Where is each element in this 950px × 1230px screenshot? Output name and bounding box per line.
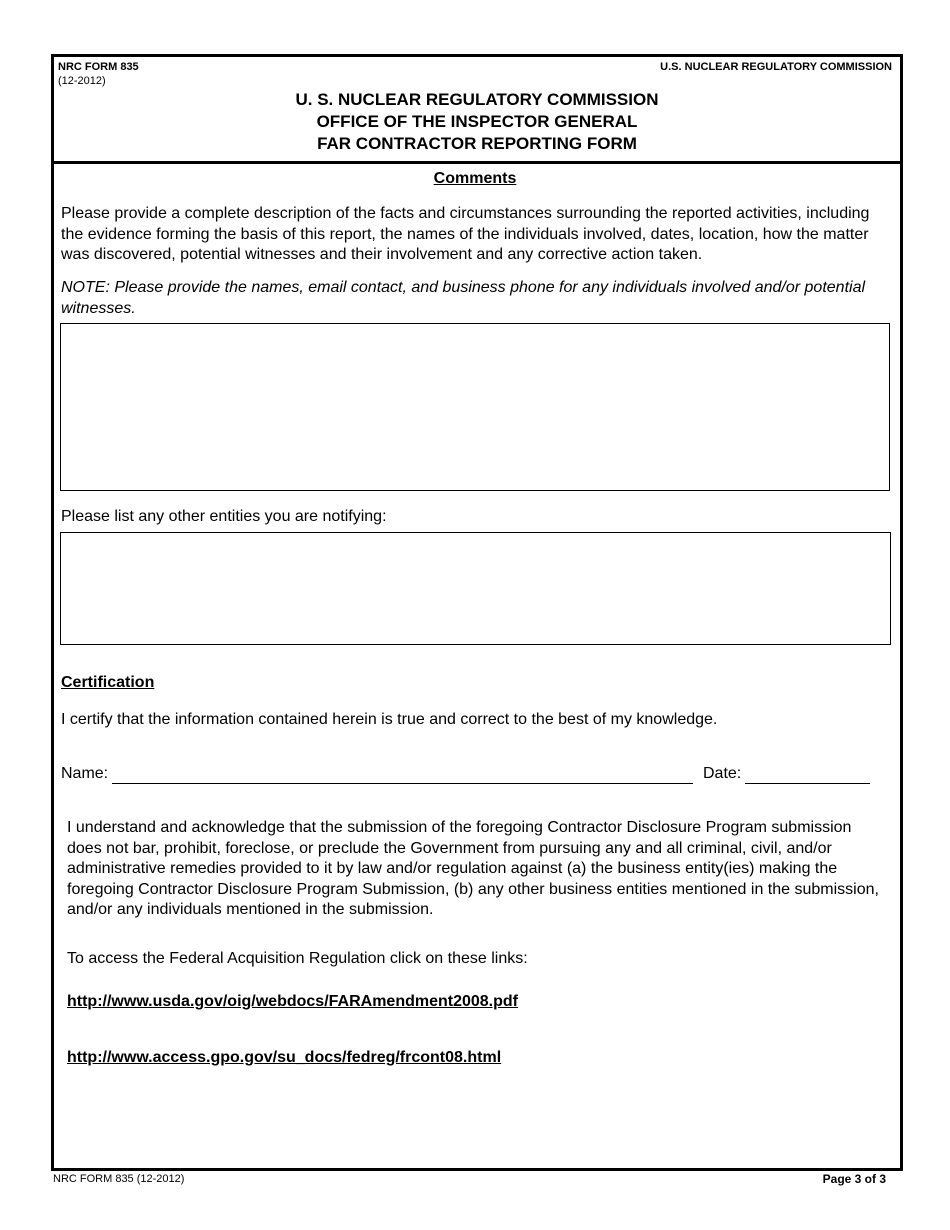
far-amendment-link[interactable]: http://www.usda.gov/oig/webdocs/FARAmendment2008.pdf [67,993,518,1010]
footer-form-label: NRC FORM 835 (12-2012) [53,1173,185,1185]
date-label: Date: [703,765,742,782]
certification-statement: I certify that the information contained herein is true and correct to the best of my knowledge. [61,711,718,728]
entities-textbox[interactable] [60,532,891,645]
certification-heading: Certification [61,674,155,691]
comments-instructions: Please provide a complete description of the facts and circumstances surrounding the reported activities, including the evidence forming the basis of this report, the names of the individuals involved, dates, location, how the matter was discovered, potential witnesses and their involvement and any corrective action taken. [61,205,870,263]
name-field[interactable] [112,766,693,784]
agency-name: U.S. NUCLEAR REGULATORY COMMISSION [660,61,892,73]
comments-heading: Comments [433,170,517,187]
entities-label: Please list any other entities you are notifying: [61,508,387,525]
links-intro: To access the Federal Acquisition Regulation click on these links: [67,950,528,967]
fedreg-link[interactable]: http://www.access.gpo.gov/su_docs/fedreg/frcont08.html [67,1049,502,1066]
title-line-1: U. S. NUCLEAR REGULATORY COMMISSION [295,90,659,109]
title-line-2: OFFICE OF THE INSPECTOR GENERAL [316,112,638,131]
form-number: NRC FORM 835 [58,61,139,73]
comments-note: NOTE: Please provide the names, email contact, and business phone for any individuals involved and/or potential witnesses. [61,279,866,317]
title-line-3: FAR CONTRACTOR REPORTING FORM [317,134,637,153]
page-number: Page 3 of 3 [822,1172,886,1186]
description-textbox[interactable] [60,323,890,491]
acknowledgement-text: I understand and acknowledge that the submission of the foregoing Contractor Disclosure Program submission does not bar, prohibit, foreclose, or preclude the Government from pursuing any and all criminal, civil, and/or administrative remedies provided to it by law and/or regulation against (a) the business entity(ies) making the foregoing Contractor Disclosure Program Submission, (b) any other business entities mentioned in the submission, and/or any individuals mentioned in the submission. [67,819,879,918]
form-header [54,57,900,164]
name-label: Name: [61,765,109,782]
date-field[interactable] [745,766,870,784]
form-revision: (12-2012) [58,75,106,87]
